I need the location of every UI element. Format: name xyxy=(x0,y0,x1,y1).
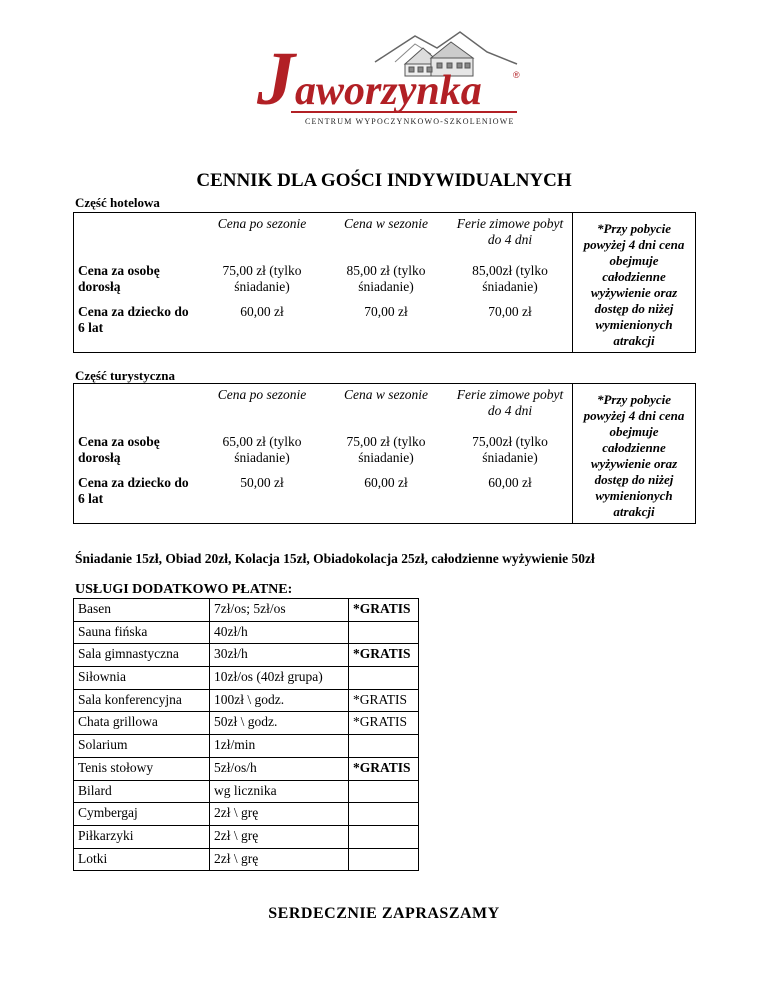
service-price: 100zł \ godz. xyxy=(210,689,349,712)
service-price: 10zł/os (40zł grupa) xyxy=(210,667,349,690)
tourist-section-label: Część turystyczna xyxy=(75,368,175,383)
service-row xyxy=(74,667,419,690)
service-row xyxy=(74,712,419,735)
service-extra: *GRATIS xyxy=(349,757,419,780)
service-extra xyxy=(349,848,419,871)
price-cell: 65,00 zł (tylko śniadanie) xyxy=(222,434,302,466)
price-cell: 75,00 zł (tylko śniadanie) xyxy=(346,434,426,466)
header-winter-holidays: Ferie zimowe pobyt do 4 dni xyxy=(448,384,573,432)
row-label: Cena za dziecko do 6 lat xyxy=(74,301,201,353)
service-price: 30zł/h xyxy=(210,644,349,667)
price-cell: 75,00zł (tylko śniadanie) xyxy=(472,434,548,466)
svg-text:aworzynka: aworzynka xyxy=(295,68,482,114)
service-name: Tenis stołowy xyxy=(74,757,210,780)
service-row xyxy=(74,780,419,803)
hotel-price-table xyxy=(73,212,696,353)
price-cell: 70,00 zł xyxy=(324,301,448,353)
service-name: Cymbergaj xyxy=(74,803,210,826)
header-off-season: Cena po sezonie xyxy=(200,213,324,261)
service-name: Piłkarzyki xyxy=(74,825,210,848)
service-name: Chata grillowa xyxy=(74,712,210,735)
service-row xyxy=(74,757,419,780)
service-name: Basen xyxy=(74,599,210,622)
service-price: 40zł/h xyxy=(210,621,349,644)
row-label: Cena za osobę dorosłą xyxy=(74,260,201,301)
service-extra: *GRATIS xyxy=(349,689,419,712)
price-cell: 50,00 zł xyxy=(200,472,324,524)
header-off-season: Cena po sezonie xyxy=(200,384,324,432)
service-extra: *GRATIS xyxy=(349,599,419,622)
service-row xyxy=(74,644,419,667)
service-name: Siłownia xyxy=(74,667,210,690)
hotel-section-label: Część hotelowa xyxy=(75,195,160,210)
service-row xyxy=(74,599,419,622)
row-label: Cena za osobę dorosłą xyxy=(74,431,201,472)
service-price: wg licznika xyxy=(210,780,349,803)
row-label: Cena za dziecko do 6 lat xyxy=(74,472,201,524)
service-name: Lotki xyxy=(74,848,210,871)
tourist-price-table xyxy=(73,383,696,524)
service-name: Solarium xyxy=(74,735,210,758)
header-in-season: Cena w sezonie xyxy=(324,384,448,432)
price-cell: 70,00 zł xyxy=(448,301,573,353)
service-extra xyxy=(349,735,419,758)
price-cell: 60,00 zł xyxy=(448,472,573,524)
meals-prices: Śniadanie 15zł, Obiad 20zł, Kolacja 15zł, Obiadokolacja 25zł, całodzienne wyżywienie 50zł xyxy=(75,551,595,566)
service-row xyxy=(74,689,419,712)
service-row xyxy=(74,825,419,848)
service-price: 5zł/os/h xyxy=(210,757,349,780)
service-name: Sala konferencyjna xyxy=(74,689,210,712)
price-cell: 75,00 zł (tylko śniadanie) xyxy=(222,263,302,295)
service-price: 7zł/os; 5zł/os xyxy=(210,599,349,622)
service-price: 2zł \ grę xyxy=(210,803,349,826)
logo-tagline: CENTRUM WYPOCZYNKOWO-SZKOLENIOWE xyxy=(305,117,515,126)
hotel-note: *Przy pobycie powyżej 4 dni cena obejmuje całodzienne wyżywienie oraz dostęp do niżej wymienionych atrakcji xyxy=(573,213,696,353)
page-title: CENNIK DLA GOŚCI INDYWIDUALNYCH xyxy=(196,170,572,191)
service-row xyxy=(74,735,419,758)
service-extra xyxy=(349,825,419,848)
service-extra xyxy=(349,780,419,803)
header-in-season: Cena w sezonie xyxy=(324,213,448,261)
service-price: 2zł \ grę xyxy=(210,848,349,871)
price-cell: 85,00 zł (tylko śniadanie) xyxy=(346,263,426,295)
services-table xyxy=(73,598,419,871)
service-name: Sauna fińska xyxy=(74,621,210,644)
service-price: 2zł \ grę xyxy=(210,825,349,848)
service-extra: *GRATIS xyxy=(349,712,419,735)
service-name: Sala gimnastyczna xyxy=(74,644,210,667)
tourist-note: *Przy pobycie powyżej 4 dni cena obejmuje całodzienne wyżywienie oraz dostęp do niżej wymienionych atrakcji xyxy=(573,384,696,524)
svg-text:®: ® xyxy=(513,70,520,80)
service-extra xyxy=(349,621,419,644)
services-heading: USŁUGI DODATKOWO PŁATNE: xyxy=(75,582,293,597)
price-cell: 85,00zł (tylko śniadanie) xyxy=(472,263,548,295)
price-cell: 60,00 zł xyxy=(200,301,324,353)
footer-invitation: SERDECZNIE ZAPRASZAMY xyxy=(268,905,500,922)
service-price: 1zł/min xyxy=(210,735,349,758)
service-row xyxy=(74,803,419,826)
service-name: Bilard xyxy=(74,780,210,803)
service-extra xyxy=(349,803,419,826)
service-extra: *GRATIS xyxy=(349,644,419,667)
service-row xyxy=(74,621,419,644)
header-winter-holidays: Ferie zimowe pobyt do 4 dni xyxy=(448,213,573,261)
service-row xyxy=(74,848,419,871)
svg-text:J: J xyxy=(257,37,295,121)
price-cell: 60,00 zł xyxy=(324,472,448,524)
service-price: 50zł \ godz. xyxy=(210,712,349,735)
service-extra xyxy=(349,667,419,690)
